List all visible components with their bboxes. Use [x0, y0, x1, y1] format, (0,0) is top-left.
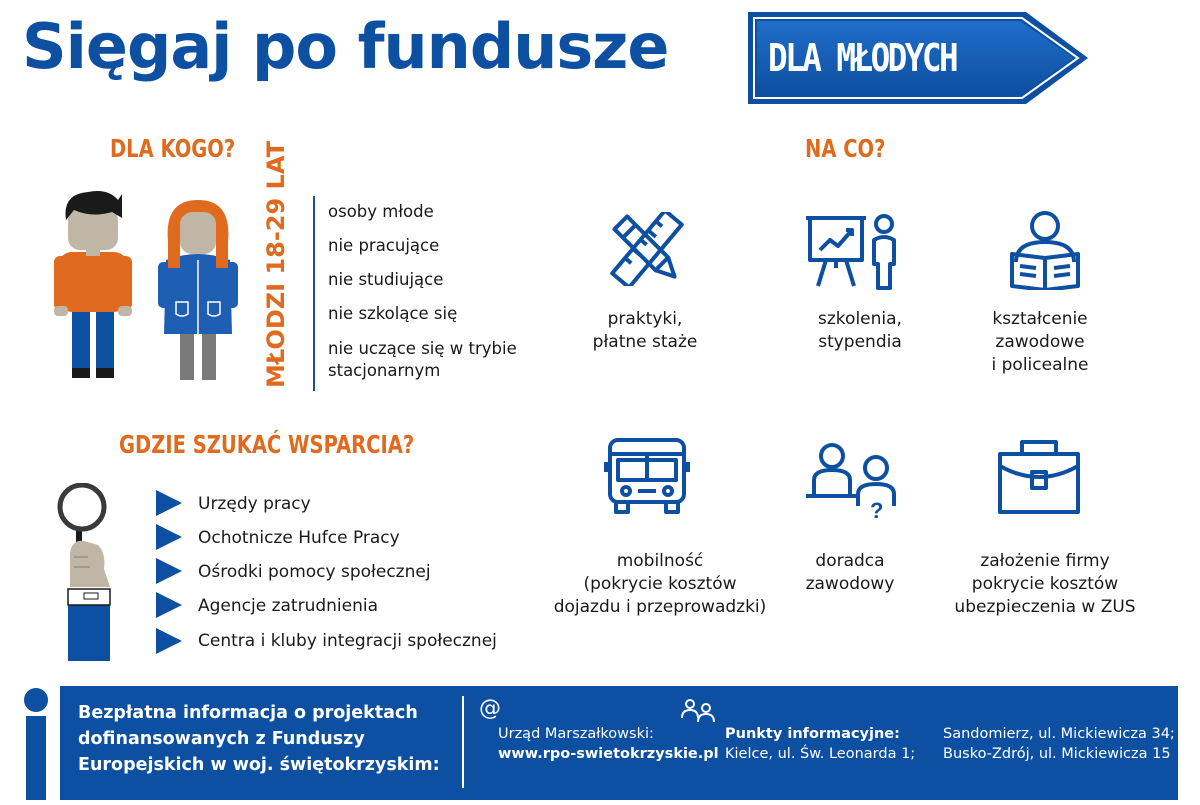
caption-line: praktyki,	[607, 309, 683, 329]
sign-label: DLA MŁODYCH	[768, 36, 957, 80]
caption-line: mobilność	[616, 551, 704, 571]
caption-line: pokrycie kosztów	[971, 574, 1119, 594]
info-title-line: dofinansowanych z Funduszy	[78, 729, 365, 749]
caption-line: doradca	[815, 551, 885, 571]
advisor-icon	[806, 442, 898, 522]
info-point-item: Sandomierz, ul. Mickiewicza 34;	[943, 726, 1175, 742]
criterion-item: nie uczące się w trybie	[328, 339, 517, 358]
caption-line: ubezpieczenia w ZUS	[954, 597, 1136, 617]
support-place-item: Ośrodki pomocy społecznej	[198, 562, 431, 582]
page-title: Sięgaj po fundusze	[22, 10, 669, 83]
criterion-item: osoby młode	[328, 202, 434, 221]
people-icon	[680, 698, 716, 724]
support-place-item: Ochotnicze Hufce Pracy	[198, 528, 400, 548]
svg-text:?: ?	[870, 498, 884, 522]
what-heading: NA CO?	[805, 134, 886, 163]
caption-line: dojazdu i przeprowadzki)	[553, 597, 767, 617]
support-place-item: Urzędy pracy	[198, 494, 311, 514]
caption-line: założenie firmy	[980, 551, 1110, 571]
divider-line	[313, 196, 315, 391]
info-divider	[462, 696, 464, 788]
who-heading: DLA KOGO?	[110, 134, 236, 163]
caption-line: szkolenia,	[818, 309, 902, 329]
caption-line: zawodowy	[805, 574, 895, 594]
caption-line: (pokrycie kosztów	[583, 574, 737, 594]
info-title-line: Bezpłatna informacja o projektach	[78, 703, 418, 723]
info-dot-icon	[24, 688, 48, 712]
caption-line: stypendia	[818, 332, 902, 352]
criterion-item: nie studiujące	[328, 270, 444, 289]
website-link[interactable]: www.rpo-swietokrzyskie.pl	[498, 746, 719, 762]
reading-person-icon	[1008, 210, 1082, 290]
info-title	[78, 700, 458, 778]
caption-line: i policealne	[991, 355, 1089, 375]
bullet-arrow-icon	[156, 592, 182, 618]
young-woman-icon	[156, 198, 242, 382]
funding-caption	[770, 308, 950, 354]
info-point-item: Busko-Zdrój, ul. Mickiewicza 15	[943, 746, 1171, 762]
where-heading: GDZIE SZUKAĆ WSPARCIA?	[119, 430, 415, 459]
presentation-icon	[804, 212, 900, 290]
points-label: Punkty informacyjne:	[725, 726, 900, 742]
young-man-icon	[52, 190, 142, 382]
info-point-item: Kielce, ul. Św. Leonarda 1;	[725, 746, 916, 762]
funding-caption	[770, 550, 930, 596]
bullet-arrow-icon	[156, 490, 182, 516]
briefcase-icon	[996, 436, 1082, 516]
bus-icon	[604, 436, 690, 516]
criterion-item: nie pracujące	[328, 236, 440, 255]
funding-caption	[930, 550, 1160, 619]
bullet-arrow-icon	[156, 628, 182, 654]
pencil-ruler-icon	[606, 212, 688, 286]
bullet-arrow-icon	[156, 558, 182, 584]
funding-caption	[540, 550, 780, 619]
email-at-icon: @	[479, 696, 501, 721]
support-place-item: Centra i kluby integracji społecznej	[198, 631, 497, 651]
caption-line: zawodowe	[995, 332, 1085, 352]
bullet-arrow-icon	[156, 524, 182, 550]
info-title-line: Europejskich w woj. świętokrzyskim:	[78, 755, 440, 775]
magnifier-hand-icon	[54, 483, 126, 663]
caption-line: płatne staże	[592, 332, 698, 352]
funding-caption	[960, 308, 1120, 377]
age-label: MŁODZI 18-29 LAT	[262, 141, 290, 388]
funding-caption	[565, 308, 725, 354]
criterion-item: nie szkolące się	[328, 304, 458, 323]
office-label: Urząd Marszałkowski:	[498, 726, 654, 742]
caption-line: kształcenie	[992, 309, 1088, 329]
support-place-item: Agencje zatrudnienia	[198, 596, 379, 616]
info-stem-icon	[26, 716, 46, 800]
criterion-item: stacjonarnym	[328, 361, 441, 380]
